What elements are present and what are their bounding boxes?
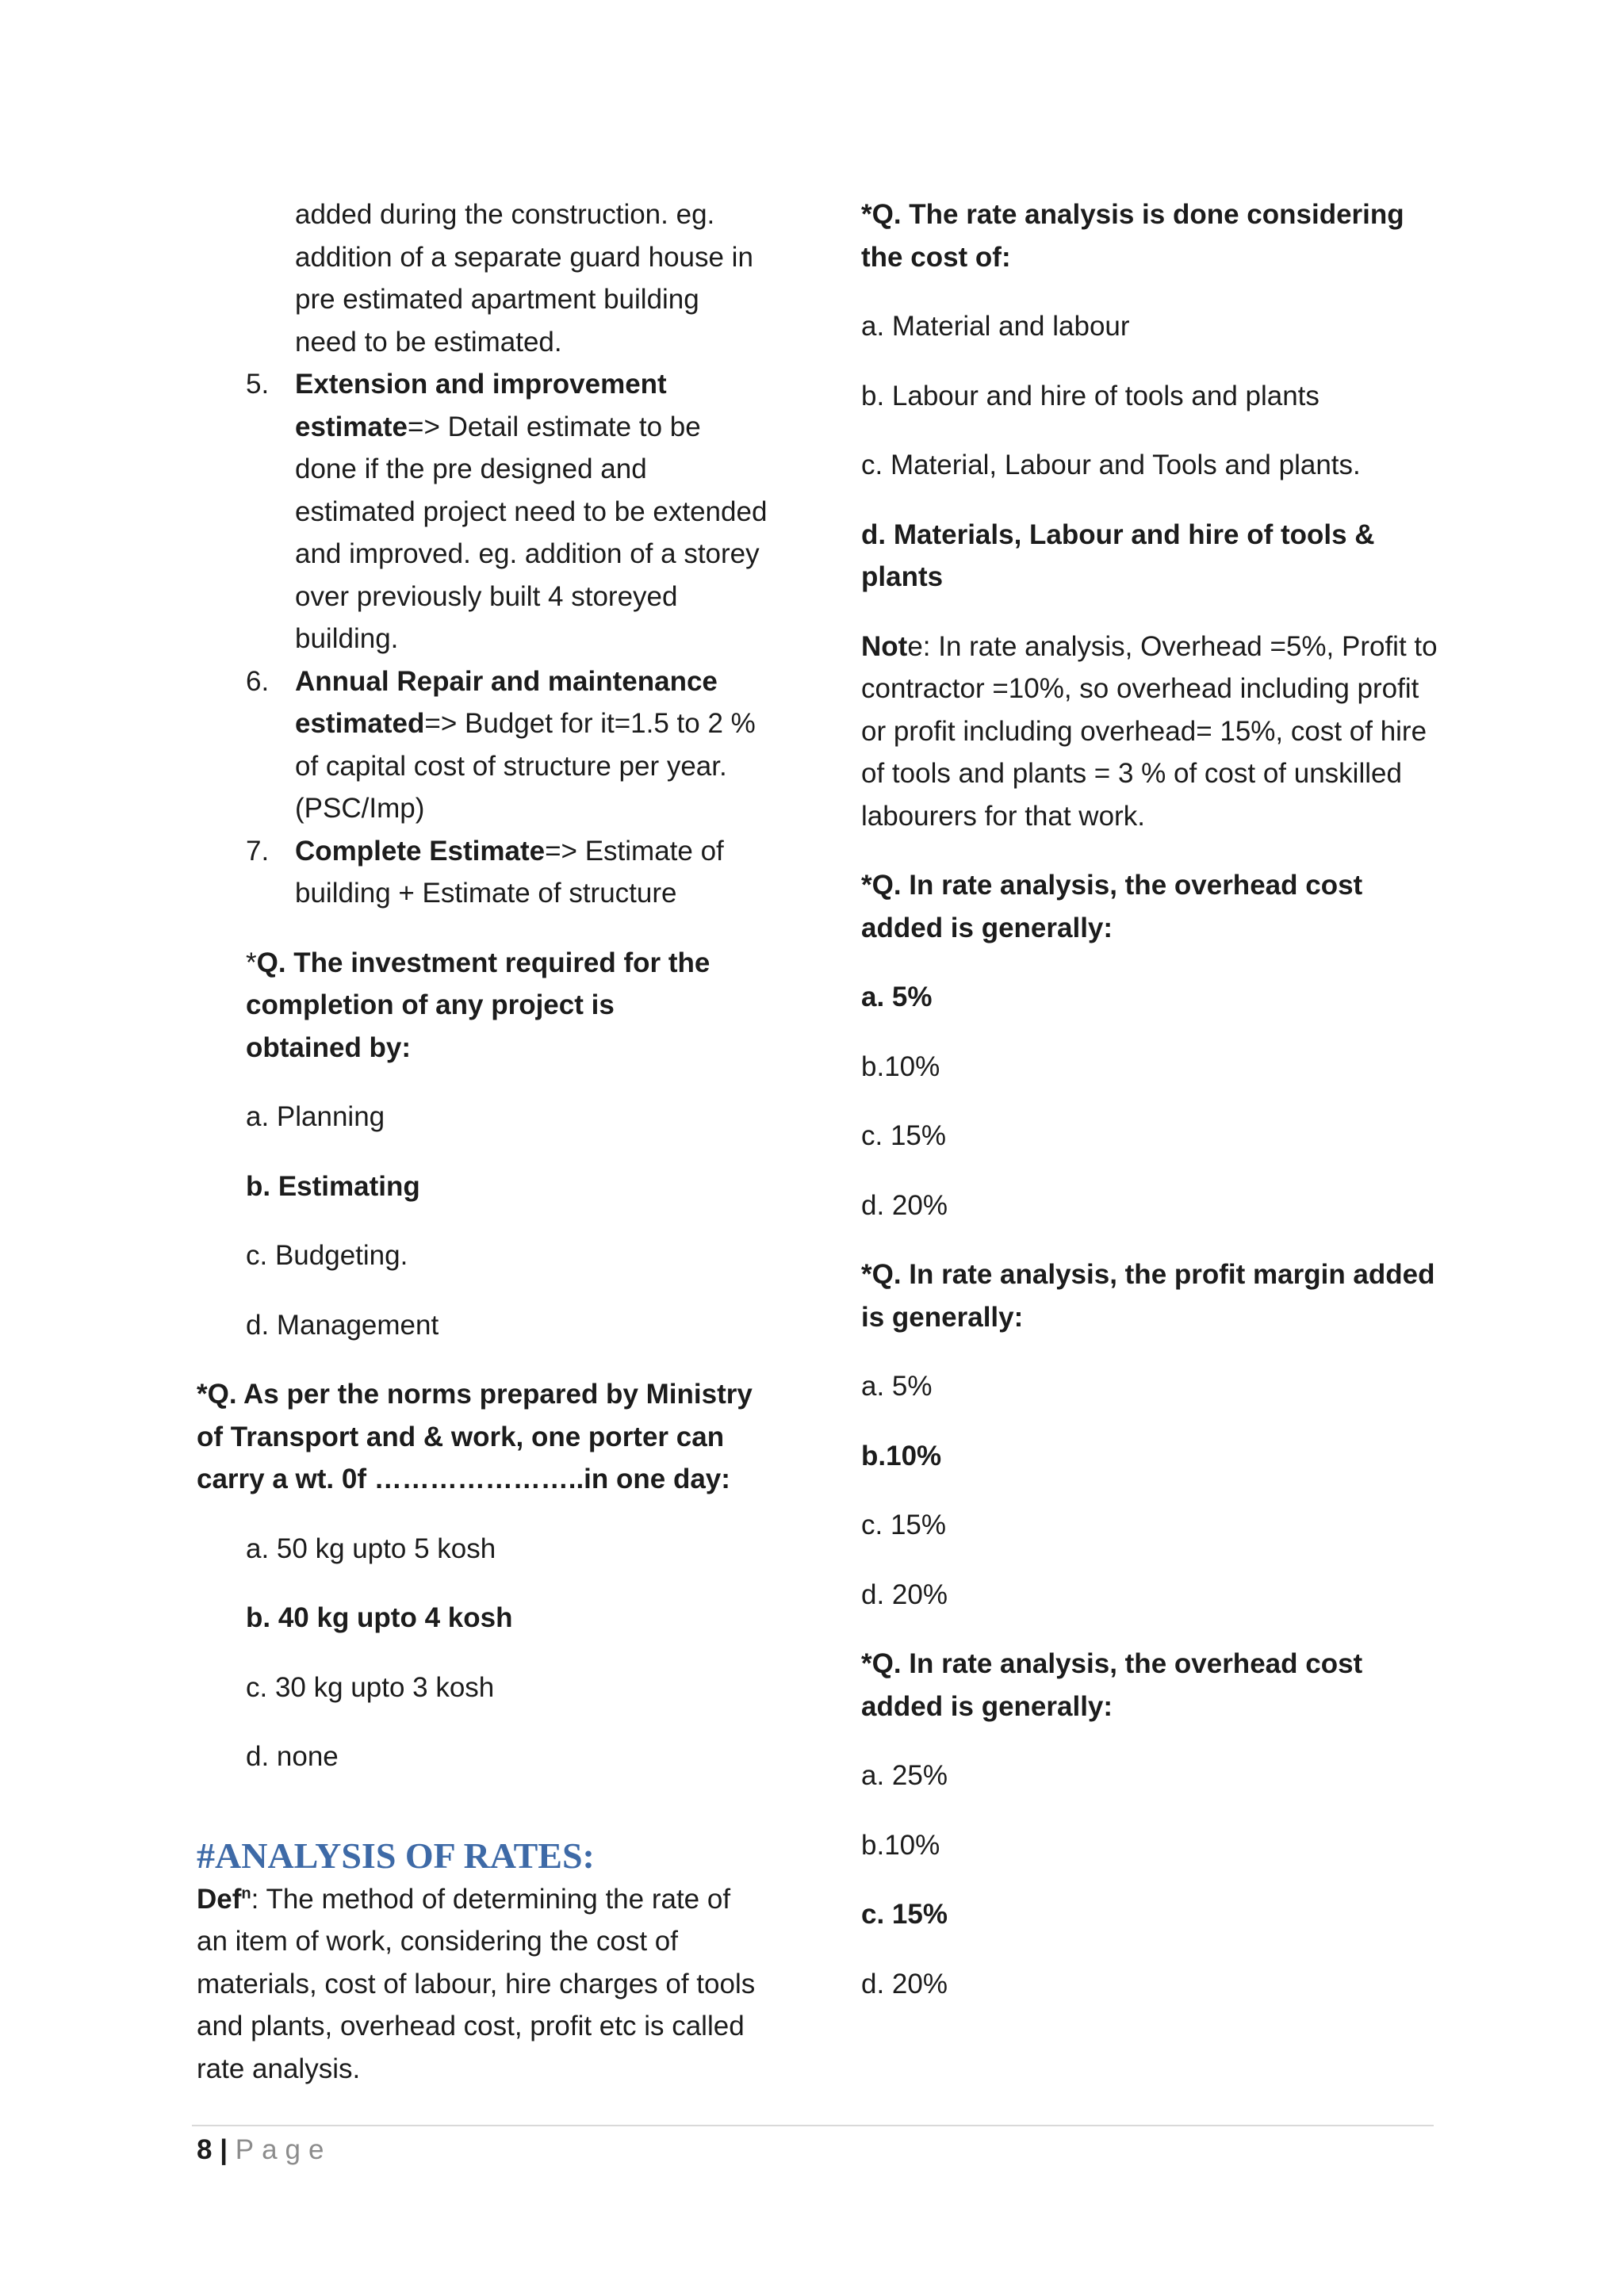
definition-superscript: n [241,1884,251,1902]
option-d: d. 20% [861,1578,948,1610]
option-b: b.10% [861,1829,940,1861]
list-item-text: => Estimate of building + Estimate of structure [295,835,724,909]
option-b-answer: b.10% [861,1440,942,1471]
page-label: Page [235,2134,332,2165]
list-number: 5. [246,369,270,400]
question-investment [197,942,768,1070]
option-d: d. Management [246,1309,439,1341]
question-overhead: *Q. In rate analysis, the overhead cost added is generally: [861,870,1363,943]
section-heading: #ANALYSIS OF RATES: [197,1835,595,1876]
question-profit: *Q. In rate analysis, the profit margin added is generally: [861,1259,1435,1333]
option-d: d. 20% [861,1189,948,1221]
page-number: 8 [197,2134,213,2165]
list-item-title: Extension and improvement estimate [295,369,667,442]
option-b: b.10% [861,1050,940,1082]
footer-divider [192,2125,1434,2126]
option-d: d. 20% [861,1968,948,1999]
note-paragraph [861,626,1448,838]
list-item-7 [197,830,768,915]
option-a: a. 5% [861,1371,933,1402]
list-item-title: Complete Estimate [295,835,546,867]
question-overhead-2: *Q. In rate analysis, the overhead cost added is generally: [861,1648,1363,1722]
list-continuation: added during the construction. eg. addition of a separate guard house in pre estimated apartment building need to be estimated. [295,199,753,358]
option-c: c. 15% [861,1510,946,1540]
list-number: 7. [246,835,270,867]
list-number: 6. [246,665,270,697]
option-c: c. Budgeting. [246,1240,408,1271]
option-c: c. 15% [861,1120,946,1151]
option-b-answer: b. 40 kg upto 4 kosh [246,1602,513,1633]
option-c-answer: c. 15% [861,1899,948,1930]
option-d: d. none [246,1741,339,1772]
note-label: Not [861,630,908,662]
list-item-text: => Detail estimate to be done if the pre designed and estimated project need to be extended and improved. eg. addition of a storey over previously built 4 storeyed building. [295,411,768,654]
option-c: c. Material, Labour and Tools and plants. [861,450,1361,480]
question-rate-cost: *Q. The rate analysis is done considering the cost of: [861,199,1404,273]
question-porter: *Q. As per the norms prepared by Ministry of Transport and & work, one porter can carry a wt. 0f …………………..in one day: [197,1379,753,1494]
question-text: Q. The investment required for the completion of any project is obtained by: [246,947,710,1063]
list-item-title: Annual Repair and maintenance estimated [295,665,718,739]
option-d-answer: d. Materials, Labour and hire of tools & plants [861,519,1375,592]
option-a: a. 50 kg upto 5 kosh [246,1533,496,1564]
option-a-answer: a. 5% [861,982,933,1012]
question-star: * [246,947,257,978]
definition-text: : The method of determining the rate of an item of work, considering the cost of materials, cost of labour, hire charges of tools and plants, overhead cost, profit etc is called rate analysis. [197,1883,756,2084]
list-item-text: => Budget for it=1.5 to 2 % of capital cost of structure per year.(PSC/Imp) [295,708,756,824]
left-column [197,193,768,2090]
right-column [861,193,1448,2005]
definition-paragraph [197,1878,768,2091]
option-a: a. Planning [246,1101,385,1132]
option-a: a. Material and labour [861,311,1130,342]
option-c: c. 30 kg upto 3 kosh [246,1671,495,1703]
list-item-5 [197,363,768,660]
definition-label: Def [197,1883,242,1915]
list-item-6 [197,660,768,830]
option-a: a. 25% [861,1760,948,1791]
footer-separator: | [220,2134,228,2165]
option-b-answer: b. Estimating [246,1170,420,1202]
note-text: e: In rate analysis, Overhead =5%, Profit to contractor =10%, so overhead including profit or profit including overhead= 15%, cost of hire of tools and plants = 3 % of cost of unskilled labourers for that work. [861,630,1438,832]
option-b: b. Labour and hire of tools and plants [861,380,1320,411]
page-footer [197,2130,331,2171]
